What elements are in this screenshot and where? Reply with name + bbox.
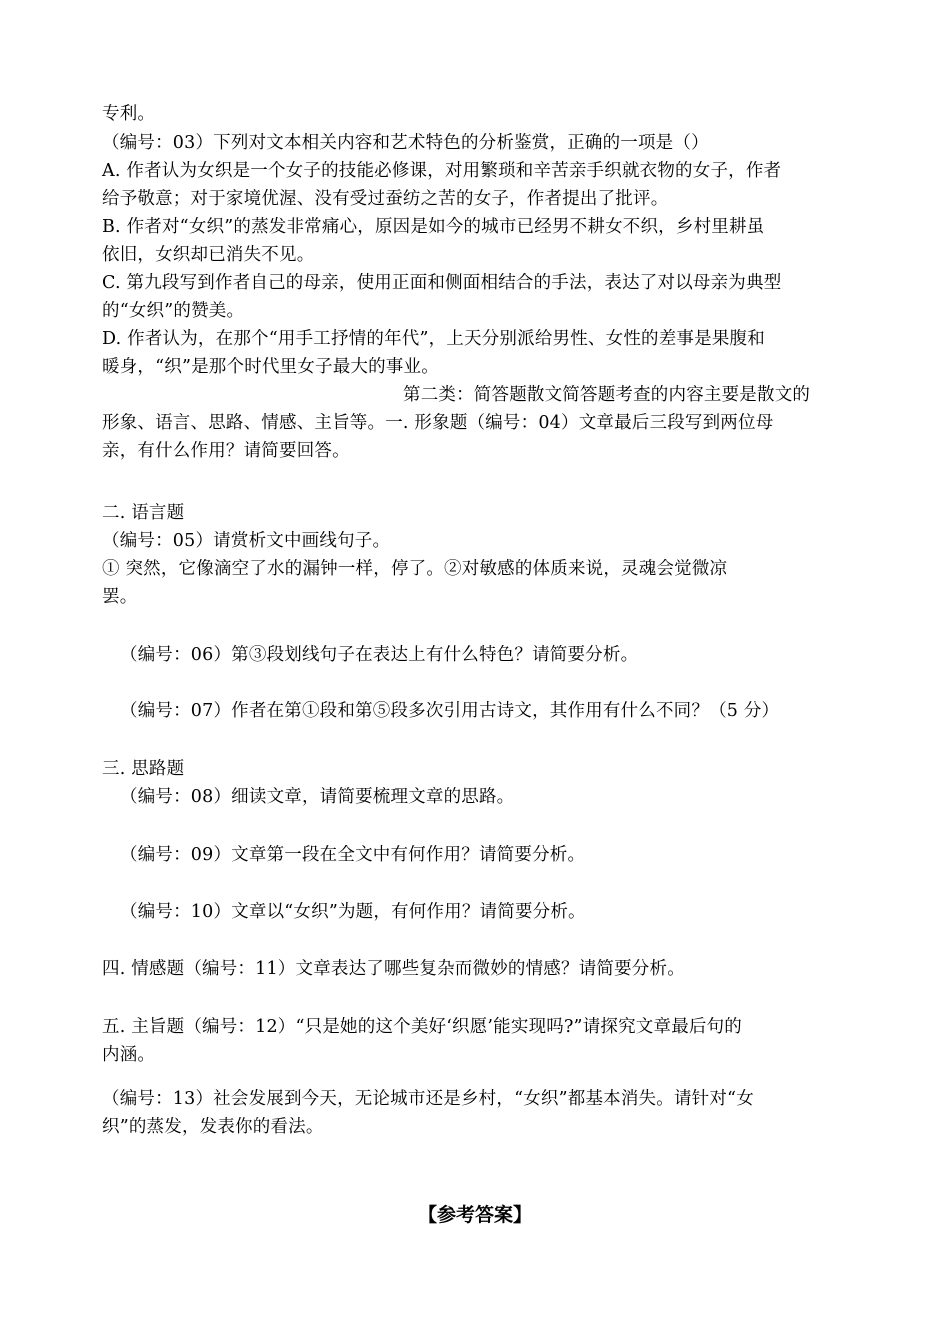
question-13: （编号：13）社会发展到今天，无论城市还是乡村，“女织”都基本消失。请针对“女 [102, 1089, 754, 1109]
option-d-cont: 暖身，“织”是那个时代里女子最大的事业。 [102, 357, 439, 377]
structure-heading: 三. 思路题 [102, 759, 185, 779]
quoted-sentences-cont: 罢。 [102, 587, 138, 607]
option-b-cont: 依旧，女织却已消失不见。 [102, 245, 315, 265]
option-a-cont: 给予敬意；对于家境优渥、没有受过蚕纺之苦的女子，作者提出了批评。 [102, 189, 669, 209]
language-heading: 二. 语言题 [102, 503, 185, 523]
question-04-cont: 亲，有什么作用？请简要回答。 [102, 441, 350, 461]
question-09: （编号：09）文章第一段在全文中有何作用？请简要分析。 [120, 845, 586, 865]
question-06: （编号：06）第③段划线句子在表达上有什么特色？请简要分析。 [120, 645, 639, 665]
question-12: 五. 主旨题（编号：12）“只是她的这个美好‘织愿’能实现吗?”请探究文章最后句的 [102, 1017, 742, 1037]
option-c: C. 第九段写到作者自己的母亲，使用正面和侧面相结合的手法，表达了对以母亲为典型 [102, 273, 782, 293]
question-04: 形象、语言、思路、情感、主旨等。一. 形象题（编号：04）文章最后三段写到两位母 [102, 413, 774, 433]
text-line: 专利。 [102, 104, 156, 124]
answer-heading: 【参考答案】 [417, 1204, 532, 1226]
option-d: D. 作者认为，在那个“用手工抒情的年代”，上天分别派给男性、女性的差事是果腹和 [102, 329, 765, 349]
question-13-cont: 织”的蒸发，发表你的看法。 [102, 1117, 324, 1137]
question-11: 四. 情感题（编号：11）文章表达了哪些复杂而微妙的情感？请简要分析。 [102, 959, 685, 979]
question-07: （编号：07）作者在第①段和第⑤段多次引用古诗文，其作用有什么不同？（5 分） [120, 701, 780, 721]
question-08: （编号：08）细读文章，请简要梳理文章的思路。 [120, 787, 515, 807]
option-a: A. 作者认为女织是一个女子的技能必修课，对用繁琐和辛苦亲手织就衣物的女子，作者 [102, 161, 782, 181]
question-03: （编号：03）下列对文本相关内容和艺术特色的分析鉴赏，正确的一项是（） [102, 133, 709, 153]
question-05: （编号：05）请赏析文中画线句子。 [102, 531, 391, 551]
quoted-sentences: ① 突然，它像滴空了水的漏钟一样，停了。②对敏感的体质来说，灵魂会觉微凉 [102, 559, 728, 579]
question-12-cont: 内涵。 [102, 1045, 156, 1065]
option-b: B. 作者对“女织”的蒸发非常痛心，原因是如今的城市已经男不耕女不织，乡村里耕虽 [102, 217, 765, 237]
option-c-cont: 的“女织”的赞美。 [102, 301, 245, 321]
section-two-heading: 第二类：简答题散文简答题考查的内容主要是散文的 [403, 385, 811, 405]
question-10: （编号：10）文章以“女织”为题，有何作用？请简要分析。 [120, 902, 586, 922]
